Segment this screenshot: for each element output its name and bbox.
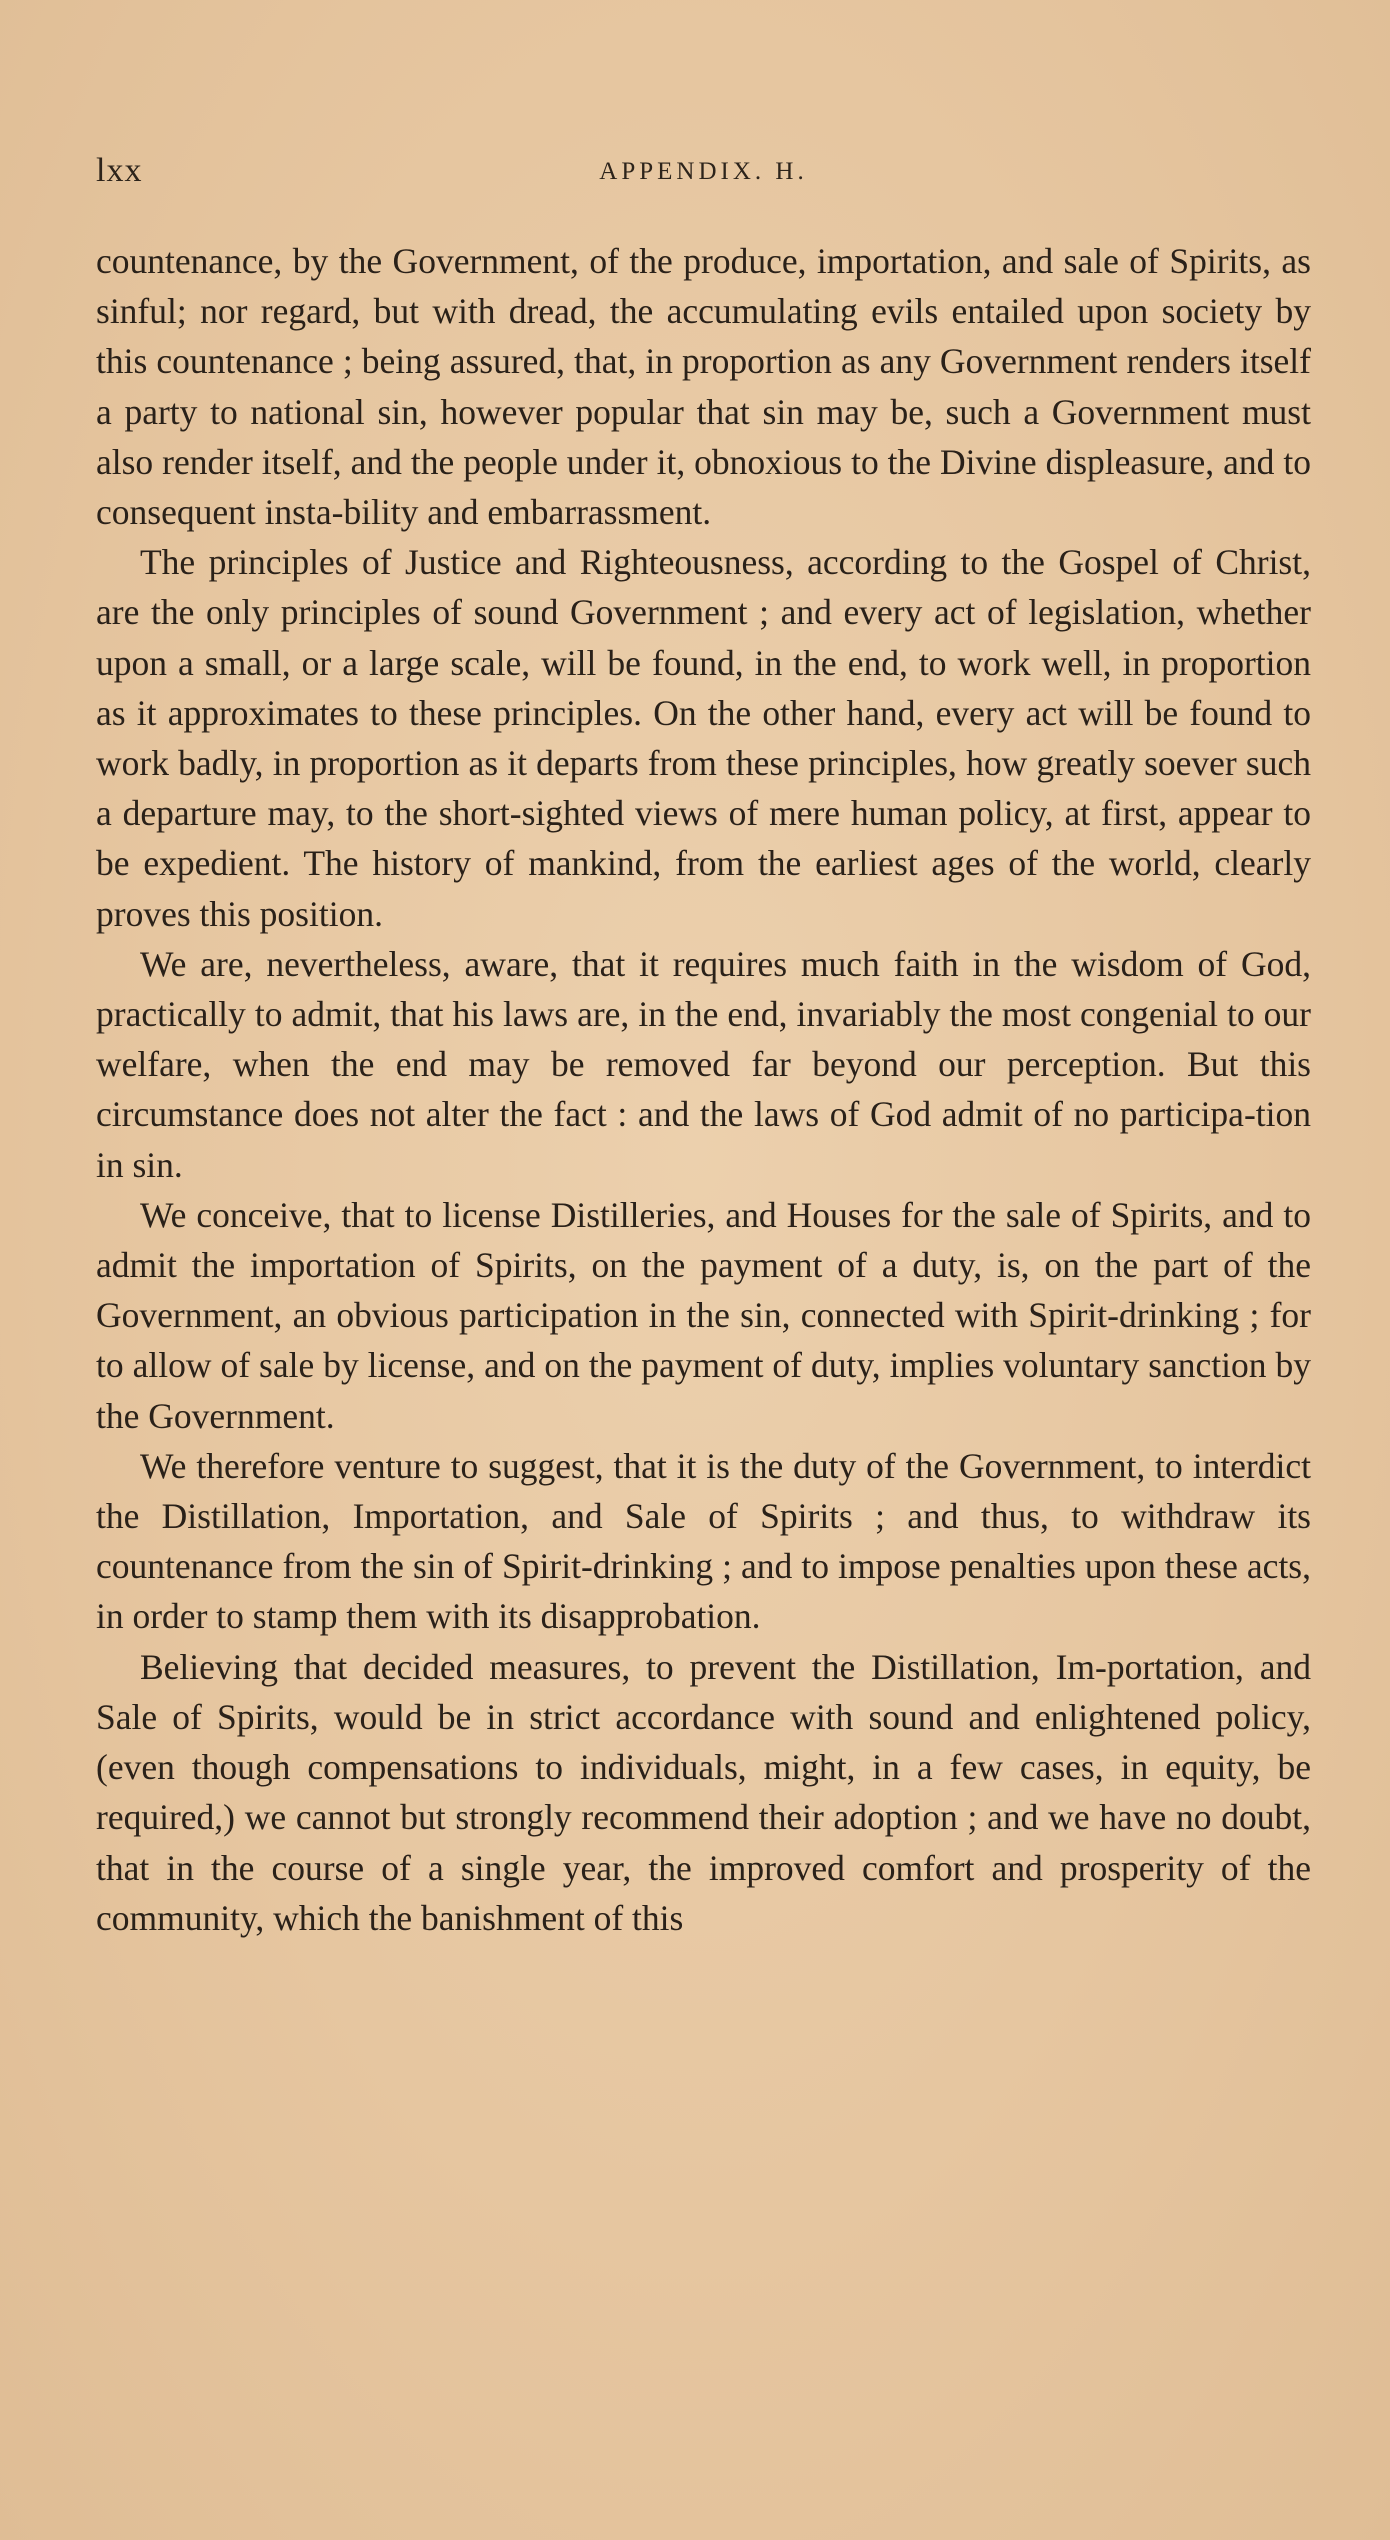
paragraph: We conceive, that to license Distilleries, and Houses for the sale of Spirits, and to admit the importation of Spirits, on the payment of a duty, is, on the part of the Government, an obvious participation in the sin, connected with Spirit-drinking ; for to allow of sale by license, and on the payment of duty, implies voluntary sanction by the Government. xyxy=(96,1194,1311,1436)
paragraph: The principles of Justice and Righteousness, according to the Gospel of Christ, are the only principles of sound Government ; and every act of legislation, whether upon a small, or a large scale, will be found, in the end, to work well, in proportion as it approximates to these principles. On the other hand, every act will be found to work badly, in proportion as it departs from these principles, how greatly soever such a departure may, to the short-sighted views of mere human policy, at first, appear to be expedient. The history of mankind, from the earliest ages of the world, clearly proves this position. xyxy=(96,542,1311,934)
paragraph: Believing that decided measures, to prevent the Distillation, Im-portation, and Sale of Spirits, would be in strict accordance with sound and enlightened policy, (even though compensations to individuals, might, in a few cases, in equity, be required,) we cannot but strongly recommend their adoption ; and we have no doubt, that in the course of a single year, the improved comfort and prosperity of the community, which the banishment of this xyxy=(96,1646,1311,1938)
page-number: lxx xyxy=(96,152,143,189)
running-head-title: APPENDIX. H. xyxy=(599,158,808,185)
body-text xyxy=(96,236,1311,1943)
paragraph: countenance, by the Government, of the produce, importation, and sale of Spirits, as sinful; nor regard, but with dread, the accumulating evils entailed upon society by this countenance ; being assured, that, in proportion as any Government renders itself a party to national sin, however popular that sin may be, such a Government must also render itself, and the people under it, obnoxious to the Divine displeasure, and to consequent insta-bility and embarrassment. xyxy=(96,241,1311,533)
paragraph: We are, nevertheless, aware, that it requires much faith in the wisdom of God, practically to admit, that his laws are, in the end, invariably the most congenial to our welfare, when the end may be removed far beyond our perception. But this circumstance does not alter the fact : and the laws of God admit of no participa-tion in sin. xyxy=(96,943,1311,1185)
running-head xyxy=(96,152,1311,192)
paragraph: We therefore venture to suggest, that it is the duty of the Government, to interdict the Distillation, Importation, and Sale of Spirits ; and thus, to withdraw its countenance from the sin of Spirit-drinking ; and to impose penalties upon these acts, in order to stamp them with its disapprobation. xyxy=(96,1445,1311,1637)
